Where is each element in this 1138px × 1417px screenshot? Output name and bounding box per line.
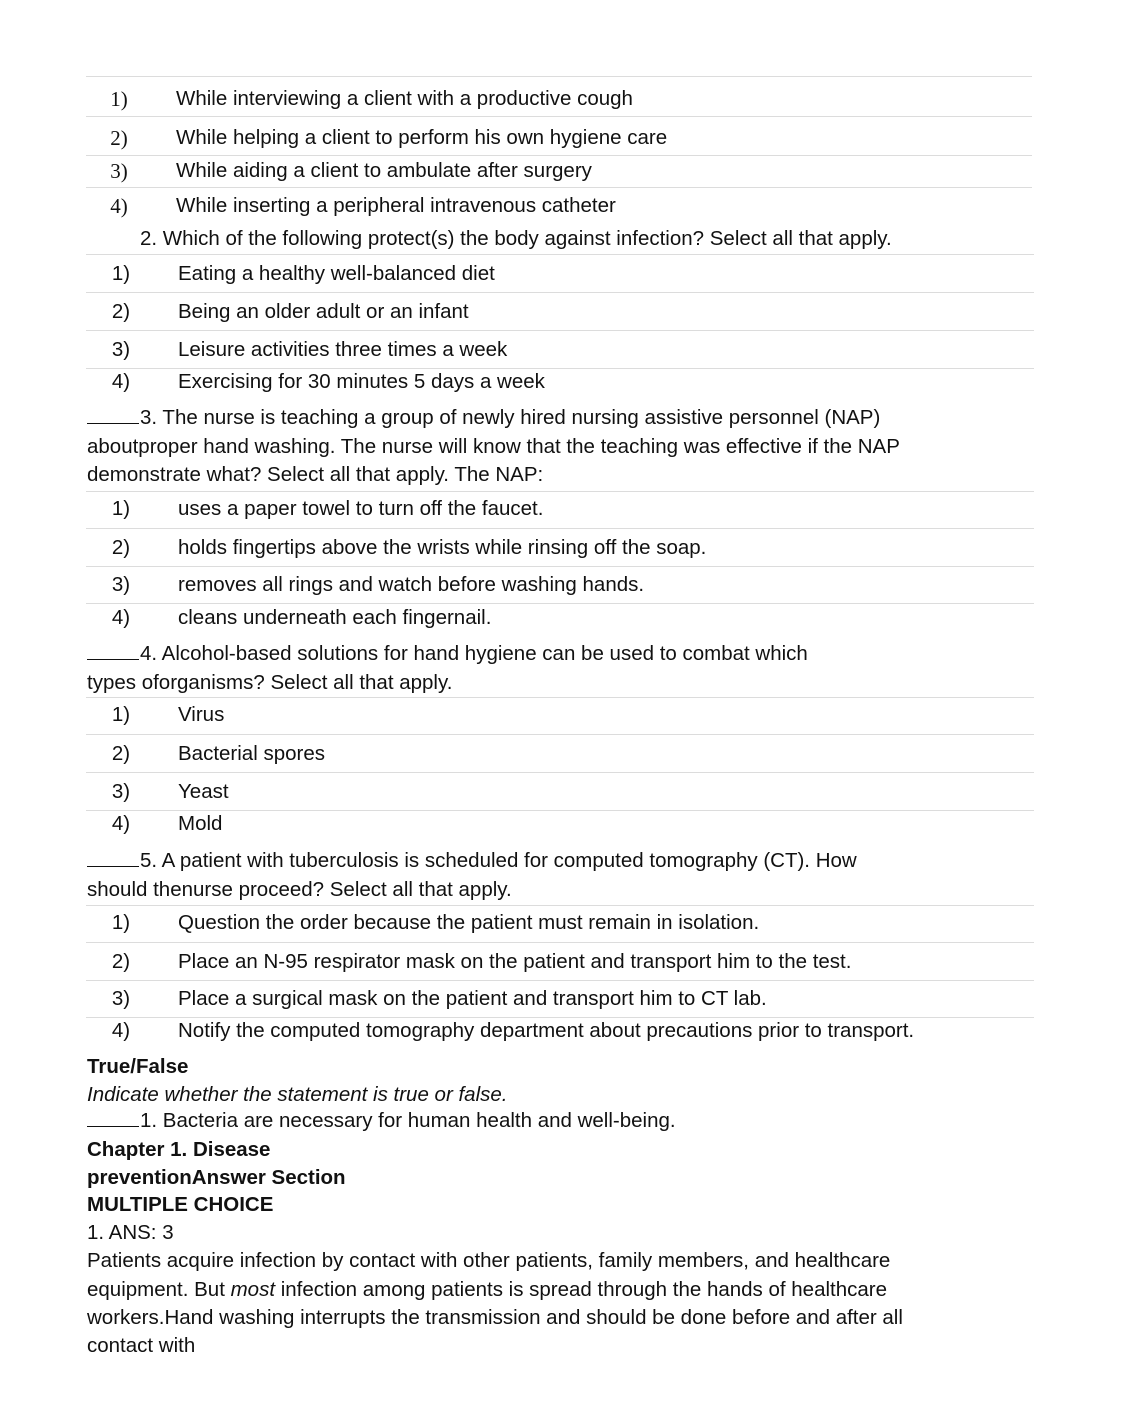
option-text: Exercising for 30 minutes 5 days a week [178,370,545,393]
stem-line: types oforganisms? Select all that apply. [87,671,453,694]
rationale-emphasis: most [230,1278,276,1301]
divider [86,187,1032,188]
question-5-stem [87,847,857,875]
q3-option-2 [0,533,1138,563]
option-number: 4) [110,194,128,218]
option-number: 1) [111,497,131,520]
option-text: Place an N-95 respirator mask on the patient and transport him to the test. [178,950,852,973]
q1-option-3 [0,156,1138,186]
question-4-stem [87,640,808,668]
q3-option-3 [0,570,1138,600]
option-text: Being an older adult or an infant [178,300,469,323]
rationale-line: workers.Hand washing interrupts the transmission and should be done before and after all [87,1306,903,1329]
option-text: While interviewing a client with a productive cough [176,87,633,110]
q4-option-3 [0,777,1138,807]
option-text: While helping a client to perform his own hygiene care [176,126,668,149]
q1-option-4 [0,191,1138,221]
rationale-line [87,1276,887,1304]
divider [86,254,1034,255]
option-text: Bacterial spores [178,742,325,765]
option-number: 2) [111,300,131,323]
divider [86,697,1034,698]
option-number: 4) [111,606,131,629]
option-text: Notify the computed tomography department about precautions prior to transport. [178,1019,915,1042]
option-text: removes all rings and watch before washing hands. [178,573,645,596]
q5-option-3 [0,984,1138,1014]
stem-line: demonstrate what? Select all that apply. The NAP: [87,463,544,486]
option-number: 3) [111,573,131,596]
option-text: Yeast [178,780,229,803]
divider [86,76,1032,77]
option-text: Eating a healthy well-balanced diet [178,262,495,285]
option-number: 2) [111,742,131,765]
divider [86,980,1034,981]
answer-blank [87,866,139,867]
q2-option-1 [0,259,1138,289]
divider [86,942,1034,943]
question-2-stem: 2. Which of the following protect(s) the body against infection? Select all that apply. [140,227,892,250]
q5-option-2 [0,947,1138,977]
option-text: Leisure activities three times a week [178,338,508,361]
divider [86,116,1032,117]
option-number: 1) [111,262,131,285]
true-false-instruction: Indicate whether the statement is true or false. [87,1083,508,1106]
question-3-stem [87,404,880,432]
answer-section-title: preventionAnswer Section [87,1166,346,1189]
chapter-title: Chapter 1. Disease [87,1138,271,1161]
divider [86,330,1034,331]
rationale-text: equipment. But [87,1278,231,1301]
option-text: Mold [178,812,223,835]
option-number: 3) [111,338,131,361]
stem-line: 4. Alcohol-based solutions for hand hygiene can be used to combat which [140,642,808,665]
q2-option-3 [0,335,1138,365]
option-number: 4) [111,812,131,835]
option-text: Question the order because the patient must remain in isolation. [178,911,760,934]
option-text: Place a surgical mask on the patient and transport him to CT lab. [178,987,767,1010]
option-number: 4) [111,1019,131,1042]
q4-option-1 [0,700,1138,730]
rationale-line: contact with [87,1334,196,1357]
answer-1: 1. ANS: 3 [87,1221,174,1244]
stem-line: 3. The nurse is teaching a group of newly hired nursing assistive personnel (NAP) [140,406,881,429]
q2-option-2 [0,297,1138,327]
divider [86,566,1034,567]
stem-line: 5. A patient with tuberculosis is scheduled for computed tomography (CT). How [140,849,857,872]
option-text: While inserting a peripheral intravenous catheter [176,194,616,217]
q2-option-4 [0,367,1138,397]
option-number: 4) [111,370,131,393]
q5-option-1 [0,908,1138,938]
section-heading: MULTIPLE CHOICE [87,1193,274,1216]
option-text: cleans underneath each fingernail. [178,606,492,629]
true-false-heading: True/False [87,1055,189,1078]
rationale-line: Patients acquire infection by contact with other patients, family members, and healthcare [87,1249,891,1272]
q5-option-4 [0,1016,1138,1046]
q4-option-2 [0,739,1138,769]
option-number: 2) [111,950,131,973]
divider [86,292,1034,293]
statement-text: 1. Bacteria are necessary for human health and well-being. [140,1109,676,1132]
option-text: holds fingertips above the wrists while rinsing off the soap. [178,536,707,559]
divider [86,772,1034,773]
option-number: 1) [111,703,131,726]
divider [86,491,1034,492]
option-number: 1) [110,87,128,111]
true-false-item-1 [87,1107,676,1135]
stem-line: should thenurse proceed? Select all that apply. [87,878,512,901]
option-text: uses a paper towel to turn off the faucet. [178,497,544,520]
q3-option-1 [0,494,1138,524]
option-text: Virus [178,703,225,726]
q1-option-1 [0,84,1138,114]
option-number: 3) [110,159,128,183]
answer-blank [87,1126,139,1127]
q3-option-4 [0,603,1138,633]
option-number: 3) [111,987,131,1010]
option-number: 3) [111,780,131,803]
divider [86,905,1034,906]
option-number: 1) [111,911,131,934]
q4-option-4 [0,809,1138,839]
divider [86,528,1034,529]
rationale-text: infection among patients is spread through the hands of healthcare [275,1278,888,1301]
option-text: While aiding a client to ambulate after surgery [176,159,592,182]
q1-option-2 [0,123,1138,153]
divider [86,734,1034,735]
option-number: 2) [110,126,128,150]
answer-blank [87,659,139,660]
stem-line: aboutproper hand washing. The nurse will know that the teaching was effective if the NAP [87,435,900,458]
option-number: 2) [111,536,131,559]
answer-blank [87,423,139,424]
